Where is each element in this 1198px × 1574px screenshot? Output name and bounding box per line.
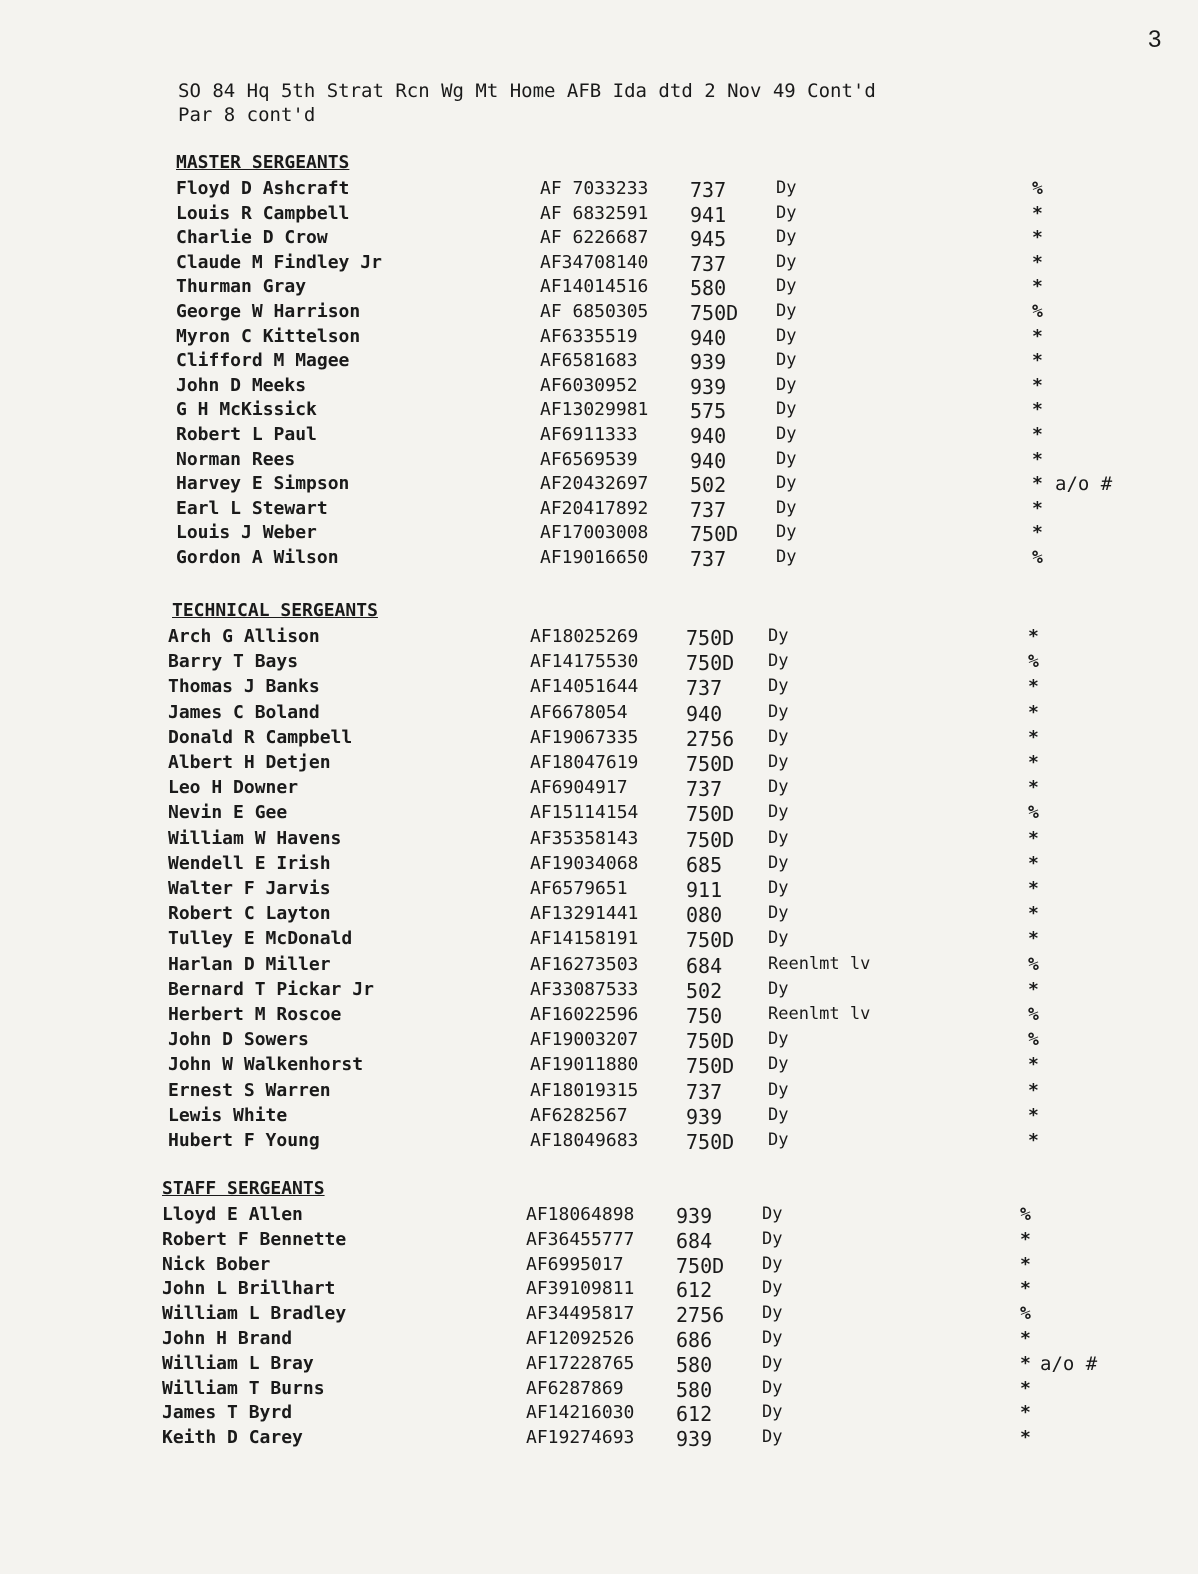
person-name: Donald R Campbell	[168, 727, 353, 748]
specialty-code: 580	[690, 276, 727, 300]
duty-status: Dy	[762, 1378, 783, 1398]
specialty-code: 575	[690, 399, 727, 423]
specialty-code: 2756	[676, 1303, 725, 1327]
specialty-code: 750D	[686, 828, 735, 852]
service-number: AF17228765	[526, 1353, 635, 1374]
specialty-code: 939	[686, 1105, 723, 1129]
person-name: Robert C Layton	[168, 903, 331, 924]
roster-row	[0, 979, 1150, 1004]
section-title: TECHNICAL SERGEANTS	[172, 600, 378, 621]
roster-row	[0, 375, 1150, 400]
specialty-code: 737	[690, 178, 727, 202]
duty-status: Dy	[776, 252, 797, 272]
service-number: AF6030952	[540, 375, 638, 396]
duty-status: Dy	[768, 1029, 789, 1049]
specialty-code: 684	[676, 1229, 713, 1253]
specialty-code: 2756	[686, 727, 735, 751]
roster-row	[0, 828, 1150, 853]
roster-row	[0, 424, 1150, 449]
roster-row	[0, 626, 1150, 651]
specialty-code: 502	[686, 979, 723, 1003]
specialty-code: 612	[676, 1402, 713, 1426]
specialty-code: 686	[676, 1328, 713, 1352]
duty-status: Dy	[776, 350, 797, 370]
person-name: William L Bradley	[162, 1303, 347, 1324]
person-name: Keith D Carey	[162, 1427, 303, 1448]
person-name: Louis R Campbell	[176, 203, 350, 224]
duty-status: Dy	[768, 853, 789, 873]
service-number: AF34495817	[526, 1303, 635, 1324]
duty-status: Dy	[762, 1204, 783, 1224]
row-mark: *	[1028, 626, 1039, 647]
roster-row	[0, 928, 1150, 953]
specialty-code: 939	[690, 375, 727, 399]
roster-row	[0, 878, 1150, 903]
section-title: STAFF SERGEANTS	[162, 1178, 325, 1199]
roster-row	[0, 1254, 1150, 1279]
specialty-code: 750D	[686, 928, 735, 952]
duty-status: Dy	[762, 1303, 783, 1323]
specialty-code: 737	[690, 252, 727, 276]
roster-row	[0, 954, 1150, 979]
service-number: AF34708140	[540, 252, 649, 273]
roster-row	[0, 1278, 1150, 1303]
roster-row	[0, 903, 1150, 928]
person-name: Charlie D Crow	[176, 227, 328, 248]
specialty-code: 612	[676, 1278, 713, 1302]
roster-row	[0, 522, 1150, 547]
row-mark: *	[1032, 449, 1043, 470]
duty-status: Dy	[768, 702, 789, 722]
roster-row	[0, 802, 1150, 827]
row-mark: *	[1020, 1254, 1031, 1275]
service-number: AF17003008	[540, 522, 649, 543]
person-name: Tulley E McDonald	[168, 928, 353, 949]
person-name: John W Walkenhorst	[168, 1054, 364, 1075]
duty-status: Dy	[768, 878, 789, 898]
service-number: AF14216030	[526, 1402, 635, 1423]
specialty-code: 945	[690, 227, 727, 251]
specialty-code: 939	[676, 1427, 713, 1451]
specialty-code: 940	[690, 449, 727, 473]
row-mark: *	[1032, 252, 1043, 273]
duty-status: Dy	[776, 547, 797, 567]
person-name: John L Brillhart	[162, 1278, 336, 1299]
row-mark: *	[1028, 1130, 1039, 1151]
person-name: James C Boland	[168, 702, 320, 723]
service-number: AF39109811	[526, 1278, 635, 1299]
row-mark: *	[1032, 350, 1043, 371]
duty-status: Dy	[768, 802, 789, 822]
duty-status: Dy	[762, 1353, 783, 1373]
roster-row	[0, 1303, 1150, 1328]
row-mark: *	[1028, 727, 1039, 748]
person-name: Albert H Detjen	[168, 752, 331, 773]
person-name: Harvey E Simpson	[176, 473, 350, 494]
roster-row	[0, 473, 1150, 498]
roster-row	[0, 399, 1150, 424]
service-number: AF14158191	[530, 928, 639, 949]
specialty-code: 750D	[686, 1029, 735, 1053]
section-title: MASTER SERGEANTS	[176, 152, 350, 173]
service-number: AF19034068	[530, 853, 639, 874]
row-mark: %	[1032, 178, 1043, 199]
person-name: G H McKissick	[176, 399, 317, 420]
service-number: AF14051644	[530, 676, 639, 697]
person-name: Walter F Jarvis	[168, 878, 331, 899]
duty-status: Dy	[768, 928, 789, 948]
person-name: Norman Rees	[176, 449, 296, 470]
duty-status: Dy	[762, 1402, 783, 1422]
specialty-code: 750D	[686, 752, 735, 776]
service-number: AF12092526	[526, 1328, 635, 1349]
duty-status: Dy	[776, 498, 797, 518]
roster-row	[0, 203, 1150, 228]
row-mark: *	[1028, 752, 1039, 773]
roster-row	[0, 1328, 1150, 1353]
roster-row	[0, 326, 1150, 351]
roster-row	[0, 651, 1150, 676]
roster-row	[0, 350, 1150, 375]
specialty-code: 750D	[690, 522, 739, 546]
person-name: Herbert M Roscoe	[168, 1004, 342, 1025]
specialty-code: 502	[690, 473, 727, 497]
person-name: Arch G Allison	[168, 626, 320, 647]
service-number: AF6995017	[526, 1254, 624, 1275]
person-name: Wendell E Irish	[168, 853, 331, 874]
duty-status: Dy	[776, 203, 797, 223]
duty-status: Dy	[776, 399, 797, 419]
roster-row	[0, 702, 1150, 727]
specialty-code: 737	[690, 498, 727, 522]
roster-row	[0, 777, 1150, 802]
duty-status: Dy	[768, 903, 789, 923]
roster-row	[0, 547, 1150, 572]
person-name: George W Harrison	[176, 301, 361, 322]
person-name: William T Burns	[162, 1378, 325, 1399]
duty-status: Dy	[776, 449, 797, 469]
service-number: AF 6832591	[540, 203, 649, 224]
row-mark: %	[1032, 301, 1043, 322]
person-name: Harlan D Miller	[168, 954, 331, 975]
row-mark: *	[1028, 676, 1039, 697]
duty-status: Dy	[768, 777, 789, 797]
service-number: AF19003207	[530, 1029, 639, 1050]
roster-row	[0, 1029, 1150, 1054]
roster-row	[0, 498, 1150, 523]
service-number: AF6678054	[530, 702, 628, 723]
roster-row	[0, 1229, 1150, 1254]
page-number: 3	[1148, 26, 1162, 53]
duty-status: Dy	[776, 178, 797, 198]
service-number: AF6904917	[530, 777, 628, 798]
person-name: John D Meeks	[176, 375, 307, 396]
specialty-code: 737	[686, 777, 723, 801]
specialty-code: 940	[690, 326, 727, 350]
person-name: Robert F Bennette	[162, 1229, 347, 1250]
roster-row	[0, 853, 1150, 878]
roster-row	[0, 276, 1150, 301]
service-number: AF13291441	[530, 903, 639, 924]
row-mark: %	[1028, 651, 1039, 672]
specialty-code: 685	[686, 853, 723, 877]
person-name: Clifford M Magee	[176, 350, 350, 371]
service-number: AF18019315	[530, 1080, 639, 1101]
duty-status: Dy	[762, 1229, 783, 1249]
duty-status: Dy	[768, 979, 789, 999]
duty-status: Dy	[762, 1254, 783, 1274]
service-number: AF20432697	[540, 473, 649, 494]
person-name: John D Sowers	[168, 1029, 309, 1050]
duty-status: Dy	[776, 424, 797, 444]
duty-status: Reenlmt lv	[768, 954, 871, 974]
duty-status: Dy	[776, 301, 797, 321]
row-mark: *	[1032, 498, 1043, 519]
service-number: AF 6850305	[540, 301, 649, 322]
row-mark: *	[1032, 399, 1043, 420]
row-mark: *	[1028, 903, 1039, 924]
row-mark: *	[1028, 853, 1039, 874]
roster-row	[0, 252, 1150, 277]
specialty-code: 940	[690, 424, 727, 448]
person-name: Louis J Weber	[176, 522, 317, 543]
duty-status: Reenlmt lv	[768, 1004, 871, 1024]
service-number: AF18064898	[526, 1204, 635, 1225]
person-name: Thomas J Banks	[168, 676, 320, 697]
roster-row	[0, 752, 1150, 777]
row-note: a/o #	[1040, 1353, 1098, 1375]
row-mark: *	[1032, 227, 1043, 248]
service-number: AF6335519	[540, 326, 638, 347]
duty-status: Dy	[768, 676, 789, 696]
row-mark: *	[1028, 1105, 1039, 1126]
roster-row	[0, 727, 1150, 752]
person-name: Lewis White	[168, 1105, 288, 1126]
row-mark: *	[1020, 1278, 1031, 1299]
row-mark: *	[1028, 878, 1039, 899]
row-mark: *	[1028, 702, 1039, 723]
service-number: AF13029981	[540, 399, 649, 420]
duty-status: Dy	[762, 1427, 783, 1447]
service-number: AF6911333	[540, 424, 638, 445]
row-mark: *	[1020, 1402, 1031, 1423]
service-number: AF16022596	[530, 1004, 639, 1025]
specialty-code: 941	[690, 203, 727, 227]
person-name: Myron C Kittelson	[176, 326, 361, 347]
service-number: AF19067335	[530, 727, 639, 748]
specialty-code: 750D	[686, 1054, 735, 1078]
row-mark: %	[1028, 802, 1039, 823]
specialty-code: 750	[686, 1004, 723, 1028]
specialty-code: 750D	[690, 301, 739, 325]
row-mark: *	[1028, 777, 1039, 798]
row-mark: %	[1020, 1303, 1031, 1324]
specialty-code: 911	[686, 878, 723, 902]
duty-status: Dy	[762, 1328, 783, 1348]
row-mark: *	[1032, 326, 1043, 347]
row-mark: *	[1032, 424, 1043, 445]
specialty-code: 080	[686, 903, 723, 927]
roster-row	[0, 1353, 1150, 1378]
specialty-code: 737	[686, 676, 723, 700]
order-header: SO 84 Hq 5th Strat Rcn Wg Mt Home AFB Ida dtd 2 Nov 49 Cont'd	[178, 80, 876, 102]
row-mark: %	[1028, 954, 1039, 975]
duty-status: Dy	[776, 375, 797, 395]
duty-status: Dy	[768, 828, 789, 848]
service-number: AF19016650	[540, 547, 649, 568]
service-number: AF33087533	[530, 979, 639, 1000]
service-number: AF6287869	[526, 1378, 624, 1399]
row-mark: %	[1032, 547, 1043, 568]
row-mark: *	[1028, 979, 1039, 1000]
person-name: William W Havens	[168, 828, 342, 849]
person-name: John H Brand	[162, 1328, 293, 1349]
roster-row	[0, 676, 1150, 701]
roster-row	[0, 1105, 1150, 1130]
row-mark: *	[1020, 1427, 1031, 1448]
row-note: a/o #	[1055, 473, 1113, 495]
row-mark: %	[1028, 1029, 1039, 1050]
duty-status: Dy	[768, 651, 789, 671]
roster-row	[0, 449, 1150, 474]
specialty-code: 940	[686, 702, 723, 726]
specialty-code: 580	[676, 1353, 713, 1377]
person-name: William L Bray	[162, 1353, 314, 1374]
specialty-code: 750D	[686, 802, 735, 826]
person-name: Ernest S Warren	[168, 1080, 331, 1101]
service-number: AF20417892	[540, 498, 649, 519]
person-name: Lloyd E Allen	[162, 1204, 303, 1225]
service-number: AF6569539	[540, 449, 638, 470]
duty-status: Dy	[762, 1278, 783, 1298]
row-mark: *	[1020, 1328, 1031, 1349]
roster-row	[0, 1054, 1150, 1079]
roster-row	[0, 1080, 1150, 1105]
person-name: Gordon A Wilson	[176, 547, 339, 568]
service-number: AF16273503	[530, 954, 639, 975]
specialty-code: 939	[676, 1204, 713, 1228]
duty-status: Dy	[776, 227, 797, 247]
specialty-code: 750D	[686, 651, 735, 675]
service-number: AF14014516	[540, 276, 649, 297]
duty-status: Dy	[768, 1105, 789, 1125]
service-number: AF18049683	[530, 1130, 639, 1151]
duty-status: Dy	[776, 326, 797, 346]
service-number: AF35358143	[530, 828, 639, 849]
roster-row	[0, 1004, 1150, 1029]
row-mark: *	[1032, 203, 1043, 224]
row-mark: *	[1032, 276, 1043, 297]
service-number: AF19011880	[530, 1054, 639, 1075]
specialty-code: 580	[676, 1378, 713, 1402]
service-number: AF18047619	[530, 752, 639, 773]
specialty-code: 939	[690, 350, 727, 374]
specialty-code: 737	[690, 547, 727, 571]
duty-status: Dy	[768, 752, 789, 772]
service-number: AF36455777	[526, 1229, 635, 1250]
service-number: AF19274693	[526, 1427, 635, 1448]
person-name: Earl L Stewart	[176, 498, 328, 519]
paragraph-continuation: Par 8 cont'd	[178, 104, 316, 126]
service-number: AF6282567	[530, 1105, 628, 1126]
roster-row	[0, 178, 1150, 203]
row-mark: *	[1020, 1378, 1031, 1399]
specialty-code: 737	[686, 1080, 723, 1104]
roster-row	[0, 1427, 1150, 1452]
specialty-code: 684	[686, 954, 723, 978]
roster-row	[0, 301, 1150, 326]
row-mark: *	[1020, 1353, 1031, 1374]
row-mark: *	[1020, 1229, 1031, 1250]
roster-row	[0, 1402, 1150, 1427]
person-name: James T Byrd	[162, 1402, 293, 1423]
person-name: Claude M Findley Jr	[176, 252, 382, 273]
roster-row	[0, 1204, 1150, 1229]
service-number: AF6579651	[530, 878, 628, 899]
service-number: AF14175530	[530, 651, 639, 672]
person-name: Barry T Bays	[168, 651, 299, 672]
duty-status: Dy	[776, 473, 797, 493]
row-mark: *	[1032, 375, 1043, 396]
row-mark: *	[1032, 473, 1043, 494]
row-mark: *	[1028, 1054, 1039, 1075]
duty-status: Dy	[768, 626, 789, 646]
specialty-code: 750D	[686, 626, 735, 650]
row-mark: *	[1028, 828, 1039, 849]
duty-status: Dy	[768, 1054, 789, 1074]
roster-row	[0, 1378, 1150, 1403]
person-name: Nevin E Gee	[168, 802, 288, 823]
duty-status: Dy	[768, 1130, 789, 1150]
service-number: AF 6226687	[540, 227, 649, 248]
service-number: AF15114154	[530, 802, 639, 823]
specialty-code: 750D	[686, 1130, 735, 1154]
row-mark: *	[1028, 928, 1039, 949]
row-mark: %	[1028, 1004, 1039, 1025]
roster-row	[0, 227, 1150, 252]
service-number: AF 7033233	[540, 178, 649, 199]
service-number: AF18025269	[530, 626, 639, 647]
service-number: AF6581683	[540, 350, 638, 371]
person-name: Nick Bober	[162, 1254, 271, 1275]
row-mark: *	[1028, 1080, 1039, 1101]
duty-status: Dy	[768, 727, 789, 747]
row-mark: %	[1020, 1204, 1031, 1225]
row-mark: *	[1032, 522, 1043, 543]
duty-status: Dy	[768, 1080, 789, 1100]
person-name: Floyd D Ashcraft	[176, 178, 350, 199]
person-name: Leo H Downer	[168, 777, 299, 798]
roster-row	[0, 1130, 1150, 1155]
person-name: Hubert F Young	[168, 1130, 320, 1151]
duty-status: Dy	[776, 276, 797, 296]
duty-status: Dy	[776, 522, 797, 542]
person-name: Thurman Gray	[176, 276, 307, 297]
person-name: Robert L Paul	[176, 424, 317, 445]
person-name: Bernard T Pickar Jr	[168, 979, 374, 1000]
specialty-code: 750D	[676, 1254, 725, 1278]
